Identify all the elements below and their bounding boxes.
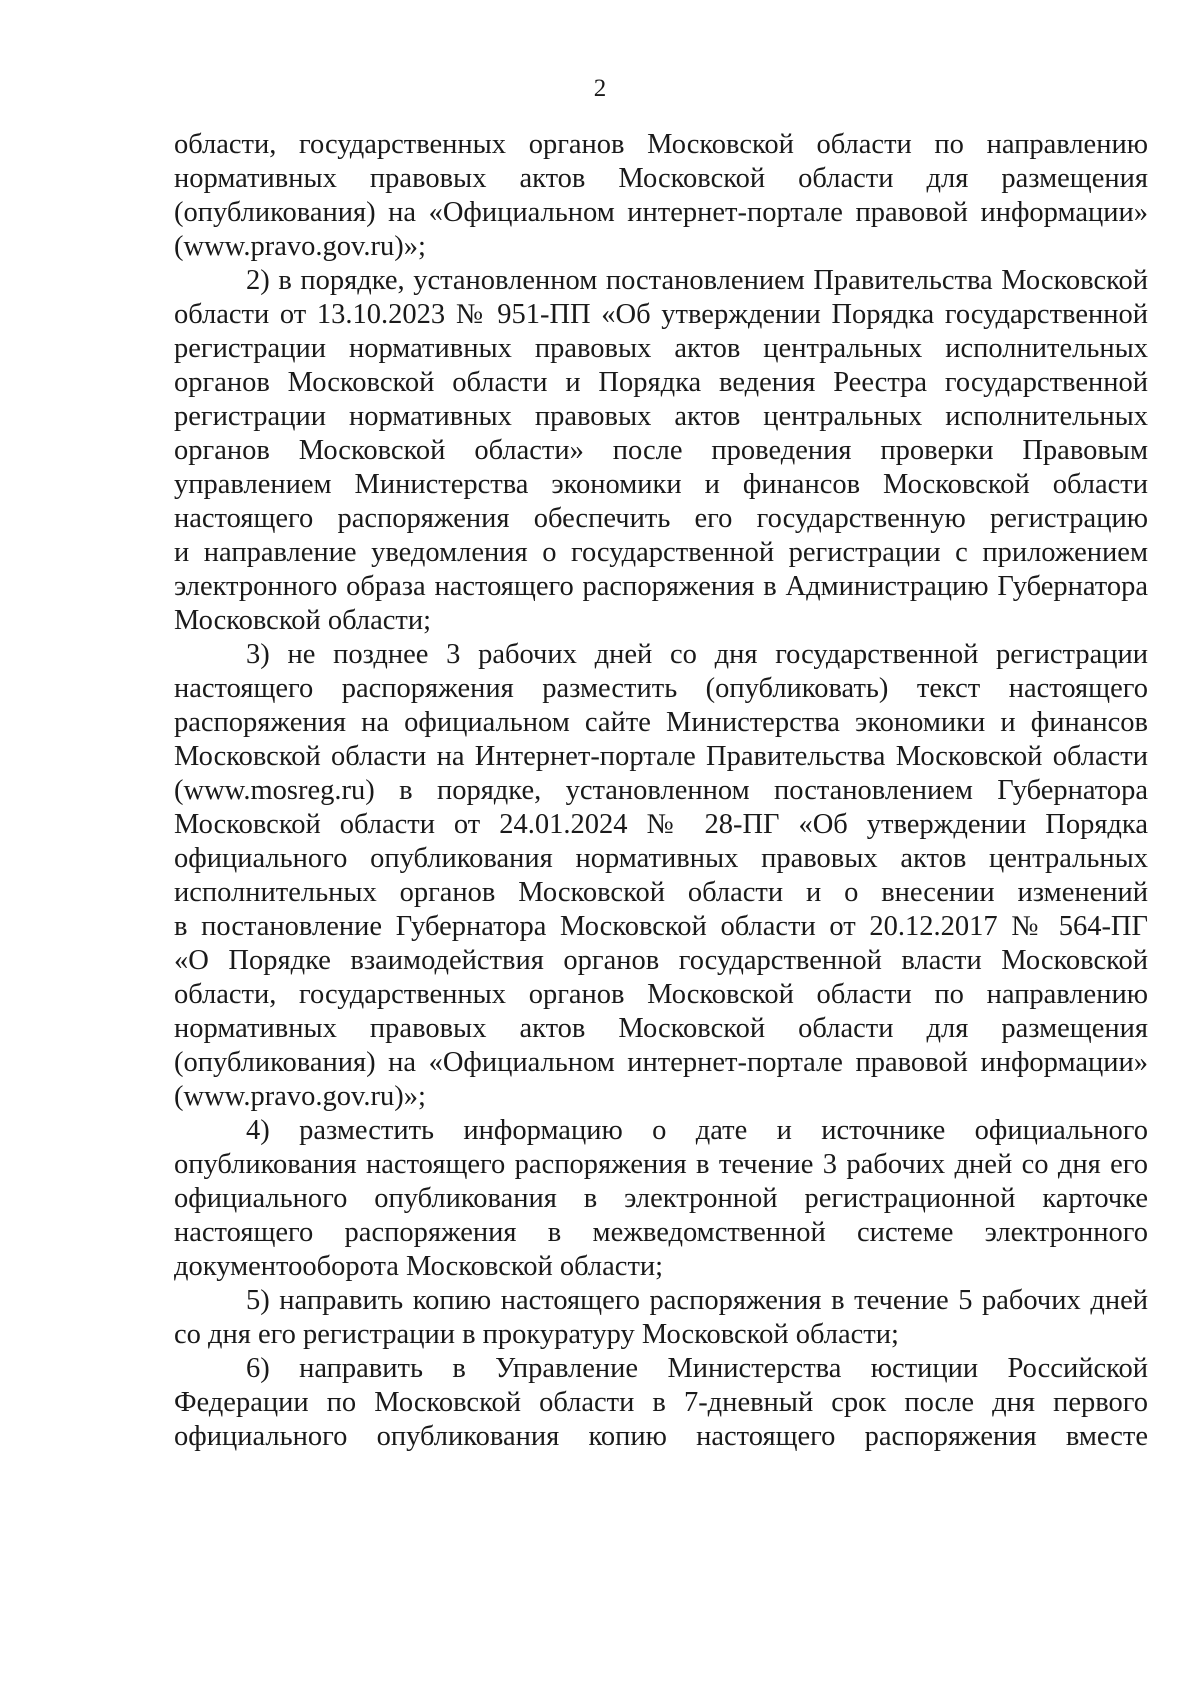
text-line: Московской области; — [174, 605, 432, 636]
text-line: опубликования настоящего распоряжения в течение 3 рабочих дней со дня его — [174, 1149, 1148, 1180]
paragraph — [174, 638, 1148, 1114]
paragraph — [174, 128, 1148, 264]
text-line: «О Порядке взаимодействия органов государственной власти Московской — [174, 945, 1148, 976]
text-line: Федерации по Московской области в 7-дневный срок после дня первого — [174, 1387, 1148, 1418]
text-line: области, государственных органов Московской области по направлению — [174, 979, 1148, 1010]
text-line: настоящего распоряжения разместить (опубликовать) текст настоящего — [174, 673, 1148, 704]
text-line: настоящего распоряжения обеспечить его государственную регистрацию — [174, 503, 1148, 534]
text-line: официального опубликования нормативных правовых актов центральных — [174, 843, 1148, 874]
text-line: 5) направить копию настоящего распоряжения в течение 5 рабочих дней — [246, 1285, 1148, 1316]
text-line: 4) разместить информацию о дате и источнике официального — [246, 1115, 1148, 1146]
text-line: распоряжения на официальном сайте Министерства экономики и финансов — [174, 707, 1148, 738]
text-line: Московской области на Интернет-портале Правительства Московской области — [174, 741, 1148, 772]
text-line: органов Московской области» после проведения проверки Правовым — [174, 435, 1148, 466]
text-line: (www.pravo.gov.ru)»; — [174, 1081, 426, 1112]
paragraph — [174, 264, 1148, 638]
text-line: документооборота Московской области; — [174, 1251, 664, 1282]
text-line: Московской области от 24.01.2024 № 28-ПГ «Об утверждении Порядка — [174, 809, 1148, 840]
text-line: официального опубликования копию настоящего распоряжения вместе — [174, 1421, 1148, 1452]
text-line: электронного образа настоящего распоряжения в Администрацию Губернатора — [174, 571, 1148, 602]
paragraph — [174, 1284, 1148, 1352]
document-body — [174, 128, 1148, 1454]
text-line: 6) направить в Управление Министерства юстиции Российской — [246, 1353, 1148, 1384]
text-line: нормативных правовых актов Московской области для размещения — [174, 163, 1148, 194]
text-line: в постановление Губернатора Московской области от 20.12.2017 № 564-ПГ — [174, 911, 1148, 942]
text-line: исполнительных органов Московской области и о внесении изменений — [174, 877, 1148, 908]
text-line: регистрации нормативных правовых актов центральных исполнительных — [174, 333, 1148, 364]
text-line: органов Московской области и Порядка ведения Реестра государственной — [174, 367, 1148, 398]
text-line: области, государственных органов Московской области по направлению — [174, 129, 1148, 160]
text-line: управлением Министерства экономики и финансов Московской области — [174, 469, 1148, 500]
text-line: настоящего распоряжения в межведомственной системе электронного — [174, 1217, 1148, 1248]
text-line: и направление уведомления о государственной регистрации с приложением — [174, 537, 1148, 568]
text-line: (опубликования) на «Официальном интернет-портале правовой информации» — [174, 1047, 1148, 1078]
paragraph — [174, 1114, 1148, 1284]
text-line: официального опубликования в электронной регистрационной карточке — [174, 1183, 1148, 1214]
text-line: регистрации нормативных правовых актов центральных исполнительных — [174, 401, 1148, 432]
text-line: (опубликования) на «Официальном интернет-портале правовой информации» — [174, 197, 1148, 228]
text-line: (www.mosreg.ru) в порядке, установленном постановлением Губернатора — [174, 775, 1148, 806]
text-line: 3) не позднее 3 рабочих дней со дня государственной регистрации — [246, 639, 1148, 670]
text-line: (www.pravo.gov.ru)»; — [174, 231, 426, 262]
page-number: 2 — [593, 75, 607, 102]
paragraph — [174, 1352, 1148, 1454]
text-line: области от 13.10.2023 № 951-ПП «Об утверждении Порядка государственной — [174, 299, 1148, 330]
text-line: со дня его регистрации в прокуратуру Московской области; — [174, 1319, 899, 1350]
text-line: нормативных правовых актов Московской области для размещения — [174, 1013, 1148, 1044]
text-line: 2) в порядке, установленном постановлением Правительства Московской — [246, 265, 1148, 296]
